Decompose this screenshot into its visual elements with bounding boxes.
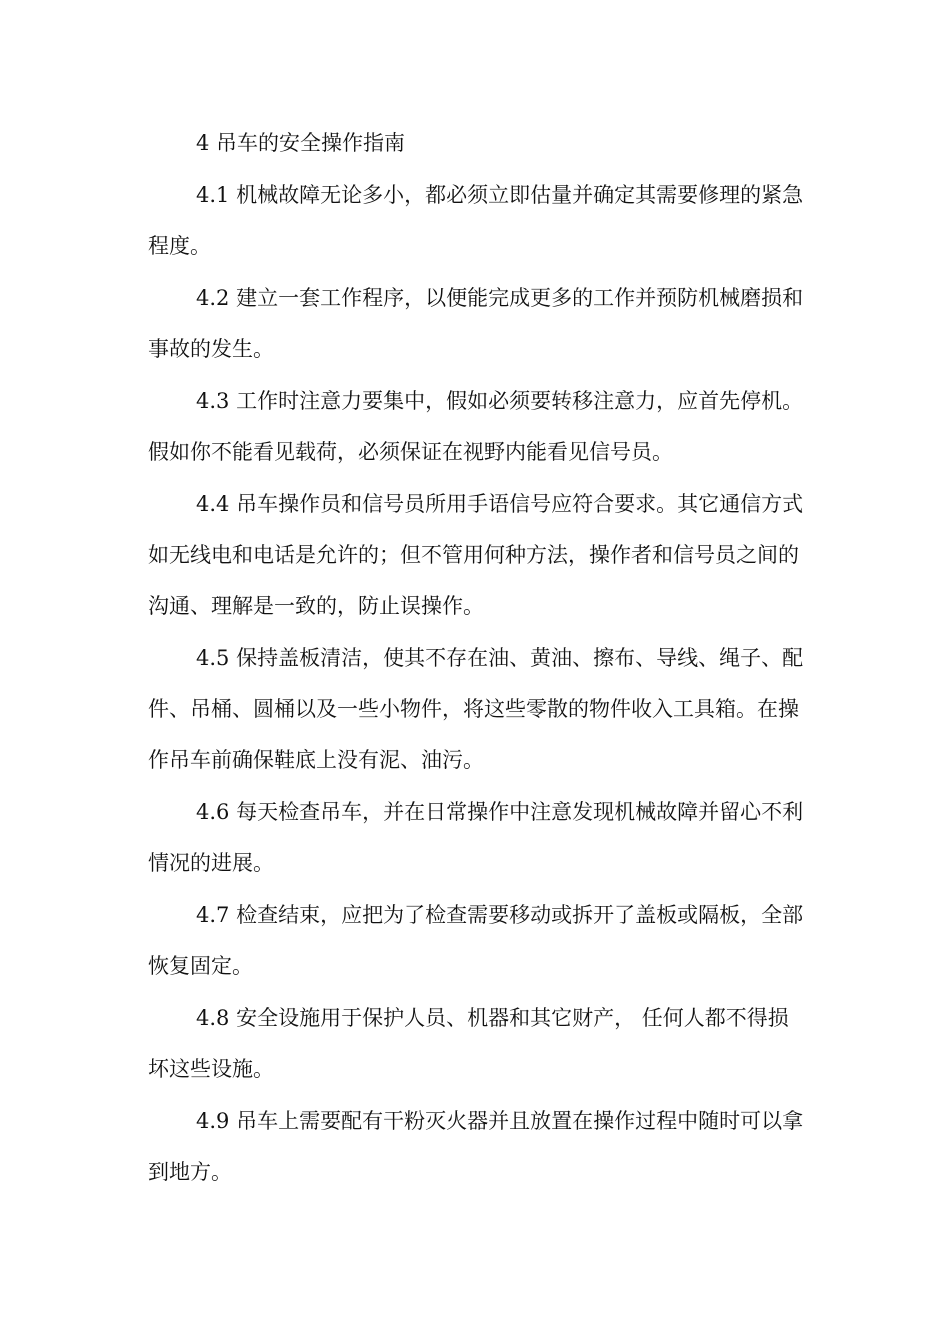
paragraph-4-8: 4.8 安全设施用于保护人员、机器和其它财产， 任何人都不得损坏这些设施。 — [148, 1006, 789, 1081]
paragraph-4-2: 4.2 建立一套工作程序，以便能完成更多的工作并预防机械磨损和事故的发生。 — [148, 286, 804, 361]
paragraph-4-9: 4.9 吊车上需要配有干粉灭火器并且放置在操作过程中随时可以拿到地方。 — [148, 1109, 804, 1184]
paragraph-4-3: 4.3 工作时注意力要集中，假如必须要转移注意力，应首先停机。假如你不能看见载荷，必须保证在视野内能看见信号员。 — [148, 389, 804, 464]
paragraph-4-5: 4.5 保持盖板清洁，使其不存在油、黄油、擦布、导线、绳子、配件、吊桶、圆桶以及一些小物件，将这些零散的物件收入工具箱。在操作吊车前确保鞋底上没有泥、油污。 — [148, 646, 804, 772]
paragraph-4-7: 4.7 检查结束，应把为了检查需要移动或拆开了盖板或隔板，全部恢复固定。 — [148, 903, 804, 978]
paragraph-4-1: 4.1 机械故障无论多小，都必须立即估量并确定其需要修理的紧急程度。 — [148, 183, 804, 258]
paragraph-4-4: 4.4 吊车操作员和信号员所用手语信号应符合要求。其它通信方式如无线电和电话是允许的；但不管用何种方法，操作者和信号员之间的沟通、理解是一致的，防止误操作。 — [148, 492, 804, 618]
paragraph-4-6: 4.6 每天检查吊车，并在日常操作中注意发现机械故障并留心不利情况的进展。 — [148, 800, 804, 875]
section-heading: 4 吊车的安全操作指南 — [196, 131, 406, 155]
document-body — [148, 118, 804, 1198]
